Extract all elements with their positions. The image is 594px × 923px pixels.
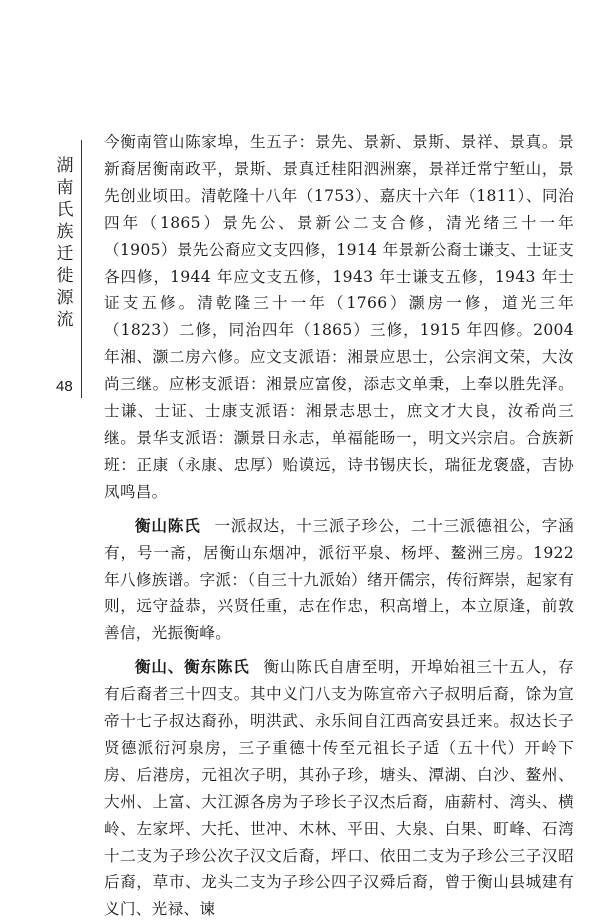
book-title-char: 徙 (56, 266, 74, 286)
paragraph-hengshan-hengdong-chen (104, 654, 574, 923)
section-heading: 衡山、衡东陈氏 (135, 657, 250, 677)
paragraph-text: 一派叔达，十三派子珍公，二十三派德祖公，字涵有，号一斋，居衡山东烟冲，派衍平泉、杨坪、鳌洲三房。1922 年八修族谱。字派：（自三十九派始）绪开儒宗，传衍辉崇，起家有则，远守益恭，兴贤任重，志在作忠，积高增上，本立原逢，前敦善信，光振衡峰。 (104, 516, 575, 643)
book-title-char: 湖 (56, 156, 74, 176)
paragraph-text: 衡山陈氏自唐至明，开埠始祖三十五人，存有后裔者三十四支。其中义门八支为陈宣帝六子叔明后裔，馀为宣帝十七子叔达裔孙，明洪武、永乐间自江西高安县迁来。叔达长子贤德派衍河泉房，三子重德十传至元祖长子适（五十代）开岭下房、后港房，元祖次子明，其孙子珍，塘头、潭湖、白沙、鳌州、大州、上富、大江源各房为子珍长子汉杰后裔，庙薪村、湾头、横岭、左家坪、大托、世冲、木林、平田、大泉、白果、町峰、石湾十二支为子珍公次子汉文后裔，坪口、依田二支为子珍公三子汉昭后裔，草市、龙头二支为子珍公四子汉舜后裔，曾于衡山县城建有义门、光禄、谏 (104, 658, 574, 919)
book-title-char: 流 (56, 310, 74, 330)
margin-divider-line (81, 140, 82, 398)
running-header-book-title (56, 155, 74, 331)
page-number: 48 (56, 378, 73, 395)
paragraph-chen-jiabu (104, 129, 574, 506)
body-text (104, 129, 574, 923)
paragraph-hengshan-chen (104, 513, 574, 648)
book-title-char: 南 (56, 178, 74, 198)
book-title-char: 迁 (56, 244, 74, 264)
section-heading: 衡山陈氏 (135, 515, 201, 535)
book-title-char: 族 (56, 222, 74, 242)
book-title-char: 氏 (56, 200, 74, 220)
book-title-char: 源 (56, 288, 74, 308)
paragraph-text: 今衡南管山陈家埠，生五子：景先、景新、景斯、景祥、景真。景新裔居衡南政平，景斯、景真迁桂阳泗洲寨，景祥迁常宁堑山，景先创业顷田。清乾隆十八年（1753）、嘉庆十六年（1811）、同治四年（1865）景先公、景新公二支合修，清光绪三十一年（1905）景先公裔应文支四修，1914 年景新公裔士谦支、士证支各四修，1944 年应文支五修，1943 年士谦支五修，1943 年士证支五修。清乾隆三十一年（1766）灏房一修，道光三年（1823）二修，同治四年（1865）三修，1915 年四修。2004 年湘、灏二房六修。应文支派语：湘景应思士，公宗润文荣，大汝尚三继。应彬支派语：湘景应富俊，添志文单秉，上奉以胜先泽。士谦、士证、士康支派语：湘景志思士，庶文才大良，汝希尚三继。景华支派语：灏景日永志，单福能旸一，明文兴宗启。合族新班：正康（永康、忠厚）贻谟远，诗书锡庆长，瑞征龙褒盛，吉协凤鸣昌。 (104, 133, 574, 501)
